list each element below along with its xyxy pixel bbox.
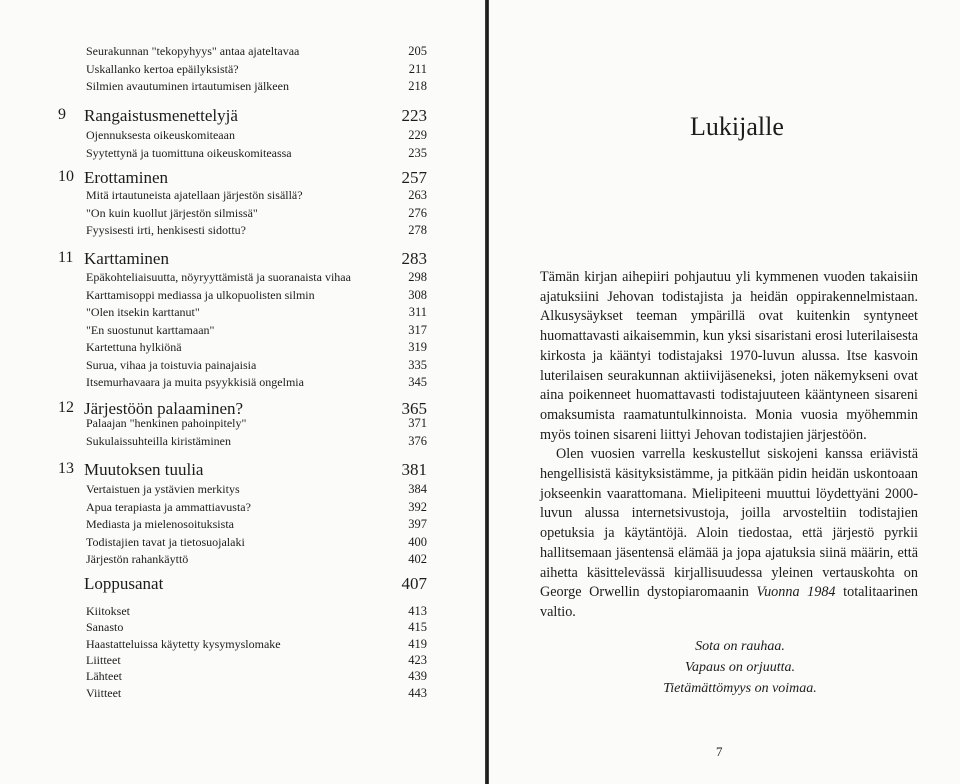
section-page-number: 419 xyxy=(408,636,427,651)
chapter-number: 13 xyxy=(58,460,74,477)
section-page-number: 276 xyxy=(408,205,427,220)
section-page-number: 229 xyxy=(408,128,427,142)
section-title: Karttamisoppi mediassa ja ulkopuolisten silmin xyxy=(86,287,315,302)
section-page-number: 400 xyxy=(408,534,427,549)
section-page-number: 263 xyxy=(408,188,427,202)
section-title: Surua, vihaa ja toistuvia painajaisia xyxy=(86,357,257,372)
chapter-number: 12 xyxy=(58,399,74,416)
chapter-number: 11 xyxy=(58,249,74,266)
orwell-motto xyxy=(640,636,840,699)
section-page-number: 376 xyxy=(408,433,427,448)
paragraph-1: Tämän kirjan aihepiiri pohjautuu yli kymmenen vuoden takaisiin ajatuksiini Jehovan todistajista ja heidän oppirakennelmistaan. Alkusysäykset teeman ympärillä ovat kuitenkin syntyneet huomattavasti aikaisemmin, kun yksi sisaristani erosi luterilaisesta kirkosta ja kääntyi todistajaksi 1970-luvun alussa. Itse kasvoin luterilaisen seurakunnan aktiivijäseneksi, joten näkemykseni ovat aina poikenneet huomattavasti todistajuuteen kääntyneen sisareni omaksumista raamatuntulkinnoista. Monia vuosia myöhemmin myös toinen sisareni liittyi Jehovan todistajien järjestöön. xyxy=(540,269,918,443)
section-page-number: 371 xyxy=(408,416,427,430)
book-title-emphasis: Vuonna 1984 xyxy=(756,584,836,601)
chapter-page-number: 223 xyxy=(401,106,427,125)
section-page-number: 415 xyxy=(408,620,427,635)
paragraph-2-end: totalitaarinen valtio. xyxy=(540,584,919,620)
section-page-number: 319 xyxy=(408,340,427,354)
section-title: Viitteet xyxy=(86,685,122,700)
section-page-number: 205 xyxy=(408,44,427,58)
section-page-number: 311 xyxy=(408,305,427,319)
section-page-number: 235 xyxy=(408,145,427,160)
section-title: Kartettuna hylkiönä xyxy=(86,340,182,354)
section-page-number: 298 xyxy=(408,270,427,284)
section-title: Mitä irtautuneista ajatellaan järjestön sisällä? xyxy=(86,188,303,202)
section-title: Syytettynä ja tuomittuna oikeuskomiteassa xyxy=(86,145,292,160)
section-title: "Olen itsekin karttanut" xyxy=(86,305,200,319)
paragraph-2 xyxy=(540,445,918,622)
chapter-title: Muutoksen tuulia xyxy=(84,460,204,479)
section-page-number: 218 xyxy=(408,79,427,93)
chapter-page-number: 381 xyxy=(401,460,427,479)
section-page-number: 335 xyxy=(408,357,427,372)
section-title: Mediasta ja mielenosoituksista xyxy=(86,517,234,531)
chapter-title: Rangaistusmenettelyjä xyxy=(84,106,238,125)
section-title: "En suostunut karttamaan" xyxy=(86,322,215,337)
motto-line: Vapaus on orjuutta. xyxy=(684,660,796,675)
section-title: Haastatteluissa käytetty kysymyslomake xyxy=(86,636,281,651)
page-heading: Lukijalle xyxy=(690,112,784,141)
section-page-number: 413 xyxy=(408,604,427,618)
section-page-number: 211 xyxy=(408,61,427,76)
section-page-number: 443 xyxy=(408,685,427,700)
page-number: 7 xyxy=(716,744,723,759)
section-title: Kiitokset xyxy=(86,604,130,618)
section-page-number: 308 xyxy=(408,287,427,302)
section-page-number: 397 xyxy=(408,517,427,531)
section-page-number: 345 xyxy=(408,375,427,389)
paragraph-2-start: Olen vuosien varrella keskustellut siskojeni kanssa eriävistä hengellisistä käsityksistämme, ja pitkään pidin heidän uskontoaan jokseenkin vaarattomana. Mielipiteeni muuttui löydettyäni 2000-luvun alussa internetsivustoja, joilla arvosteltiin todistajien opetuksia ja käytäntöjä. Aloin tiedostaa, että järjestö pyrkii hallitsemaan jäsentensä elämää ja jopa ajatuksia siinä määrin, että aihetta käsittelevässä kirjallisuudessa yleinen vertauskohta on George Orwellin dystopiaromaanin xyxy=(540,446,918,601)
section-page-number: 317 xyxy=(408,322,427,337)
section-title: Uskallanko kertoa epäilyksistä? xyxy=(86,61,239,76)
section-page-number: 423 xyxy=(408,652,427,667)
section-page-number: 384 xyxy=(408,482,427,496)
section-title: Silmien avautuminen irtautumisen jälkeen xyxy=(86,79,289,93)
section-title: Palaajan "henkinen pahoinpitely" xyxy=(86,416,247,430)
section-title: Seurakunnan "tekopyhyys" antaa ajateltavaa xyxy=(86,44,300,58)
section-page-number: 278 xyxy=(408,223,427,237)
section-title: "On kuin kuollut järjestön silmissä" xyxy=(86,205,258,220)
chapter-number: 10 xyxy=(58,168,74,185)
foreword-text xyxy=(540,268,918,623)
book-spine xyxy=(485,0,489,784)
section-title: Liitteet xyxy=(86,652,121,667)
section-title: Epäkohteliaisuutta, nöyryyttämistä ja suoranaista vihaa xyxy=(86,270,351,284)
section-page-number: 439 xyxy=(408,669,427,684)
section-title: Itsemurhavaara ja muita psyykkisiä ongelmia xyxy=(86,375,304,389)
section-title: Fyysisesti irti, henkisesti sidottu? xyxy=(86,223,247,237)
section-title: Järjestön rahankäyttö xyxy=(86,552,189,566)
section-title: Vertaistuen ja ystävien merkitys xyxy=(86,482,240,496)
chapter-title: Erottaminen xyxy=(84,168,169,187)
chapter-title: Karttaminen xyxy=(84,249,169,268)
section-title: Todistajien tavat ja tietosuojalaki xyxy=(86,534,245,549)
chapter-page-number: 257 xyxy=(401,168,427,187)
section-page-number: 392 xyxy=(408,499,427,514)
section-page-number: 402 xyxy=(408,552,427,566)
motto-line: Tietämättömyys on voimaa. xyxy=(663,681,817,696)
motto-line: Sota on rauhaa. xyxy=(695,639,785,654)
chapter-page-number: 283 xyxy=(401,249,427,268)
section-title: Apua terapiasta ja ammattiavusta? xyxy=(86,499,251,514)
section-title: Sanasto xyxy=(86,620,124,635)
section-title: Sukulaissuhteilla kiristäminen xyxy=(86,433,231,448)
chapter-number: 9 xyxy=(58,106,66,123)
section-title: Ojennuksesta oikeuskomiteaan xyxy=(86,128,235,142)
chapter-page-number: 365 xyxy=(401,399,427,418)
section-title: Lähteet xyxy=(86,669,122,684)
chapter-title: Järjestöön palaaminen? xyxy=(84,399,244,418)
chapter-title: Loppusanat xyxy=(84,574,164,593)
chapter-page-number: 407 xyxy=(401,574,427,593)
